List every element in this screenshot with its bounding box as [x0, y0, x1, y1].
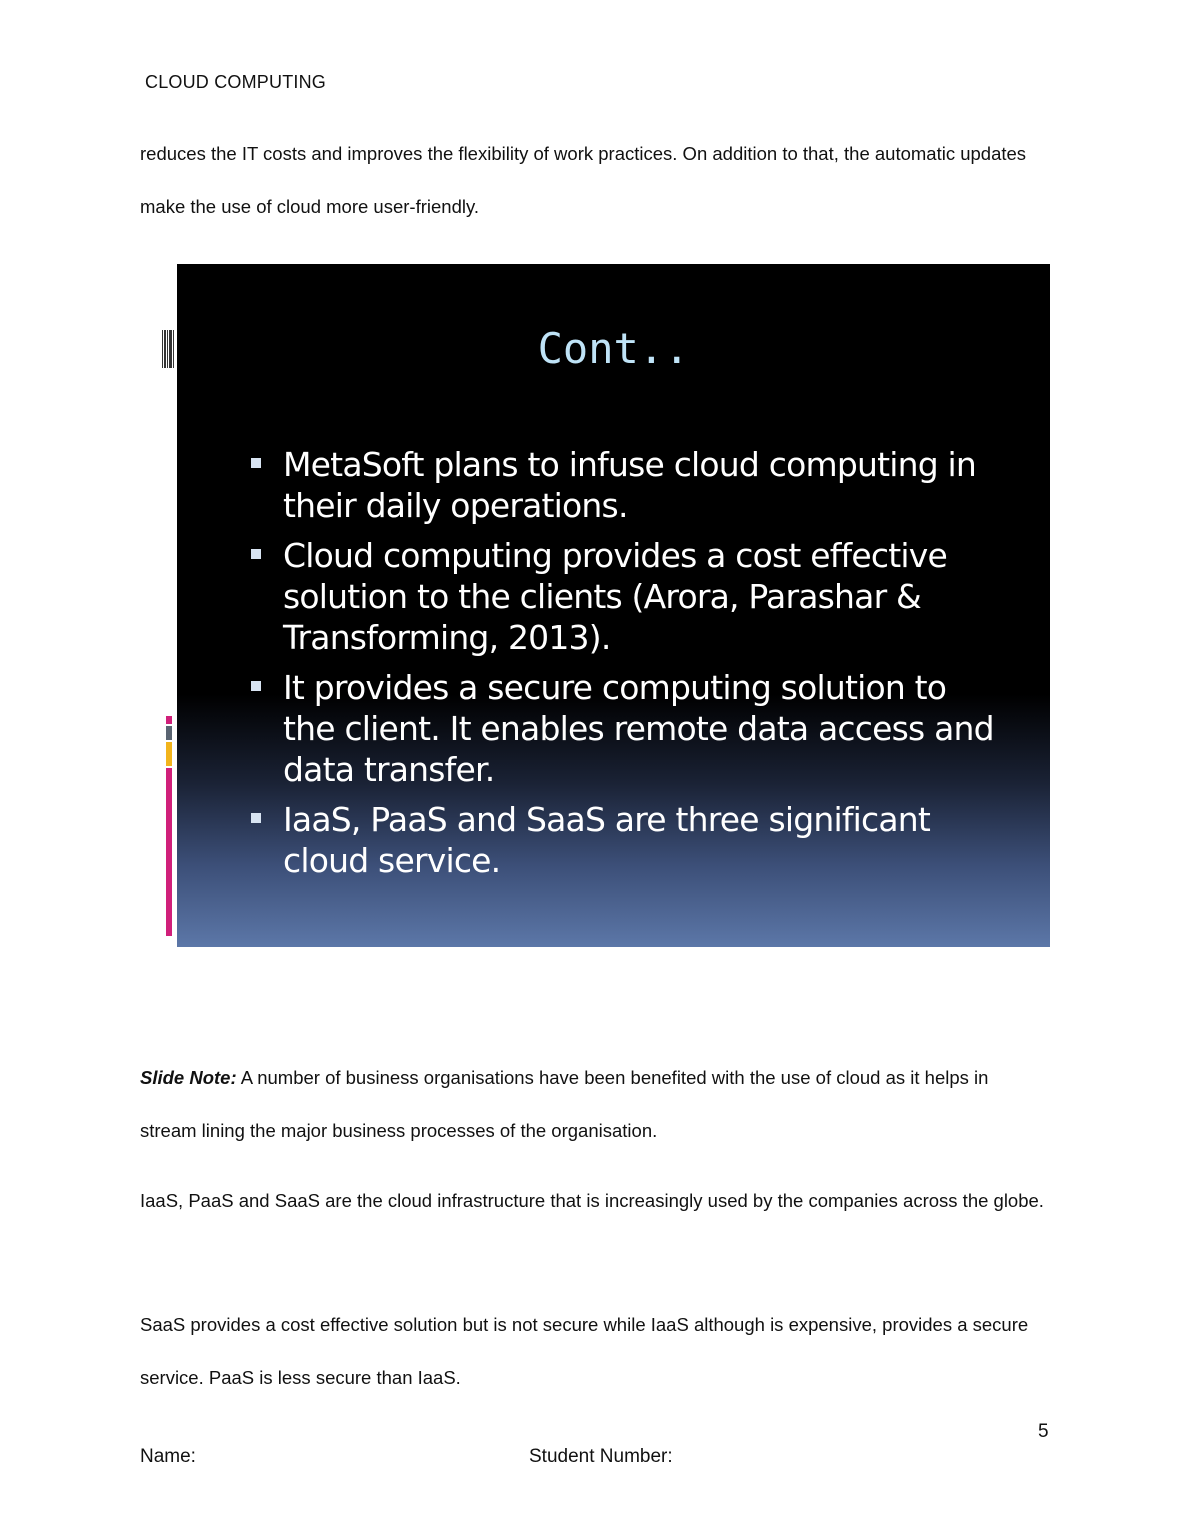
square-bullet-icon: [251, 681, 261, 691]
slide-bullet-text: It provides a secure computing solution to the client. It enables remote data access and data transfer.: [283, 668, 994, 789]
slide-title: Cont..: [537, 324, 690, 373]
slide-image: [160, 264, 1050, 948]
square-bullet-icon: [251, 549, 261, 559]
footer-name-label: Name:: [140, 1446, 196, 1467]
slide-note-label: Slide Note:: [140, 1067, 237, 1088]
footer-student-number-label: Student Number:: [529, 1446, 673, 1467]
running-header: CLOUD COMPUTING: [145, 72, 327, 92]
slide-bullet-text: MetaSoft plans to infuse cloud computing in their daily operations.: [283, 445, 977, 525]
slide-bullet: [247, 535, 1007, 658]
square-bullet-icon: [251, 458, 261, 468]
intro-paragraph: reduces the IT costs and improves the flexibility of work practices. On addition to that, the automatic updates make the use of cloud more user-friendly.: [140, 143, 1027, 217]
slide-note-text: A number of business organisations have been benefited with the use of cloud as it helps in stream lining the major business processes of the organisation.: [140, 1067, 989, 1141]
page-number: 5: [1038, 1421, 1049, 1442]
slide-decoration-lines: [160, 330, 177, 368]
slide-accent-magenta-top: [166, 716, 172, 724]
slide-accent-magenta: [166, 768, 172, 936]
slide-content: [177, 264, 1050, 947]
slide-bullet-text: IaaS, PaaS and SaaS are three significant cloud service.: [283, 800, 931, 880]
slide-bullet: [247, 799, 1007, 881]
square-bullet-icon: [251, 813, 261, 823]
slide-bullet-list: [247, 444, 1007, 890]
slide-accent-gray: [166, 726, 172, 740]
slide-note-paragraph: [140, 1051, 1050, 1157]
slide-bullet: [247, 444, 1007, 526]
slide-bullet: [247, 667, 1007, 790]
slide-bullet-text: Cloud computing provides a cost effective solution to the clients (Arora, Parashar & Transforming, 2013).: [283, 536, 947, 657]
slide-accent-orange: [166, 742, 172, 766]
paragraph-security: SaaS provides a cost effective solution but is not secure while IaaS although is expensive, provides a secure service. PaaS is less secure than IaaS.: [140, 1314, 1029, 1388]
paragraph-cloud-models: IaaS, PaaS and SaaS are the cloud infrastructure that is increasingly used by the companies across the globe.: [140, 1190, 1044, 1211]
